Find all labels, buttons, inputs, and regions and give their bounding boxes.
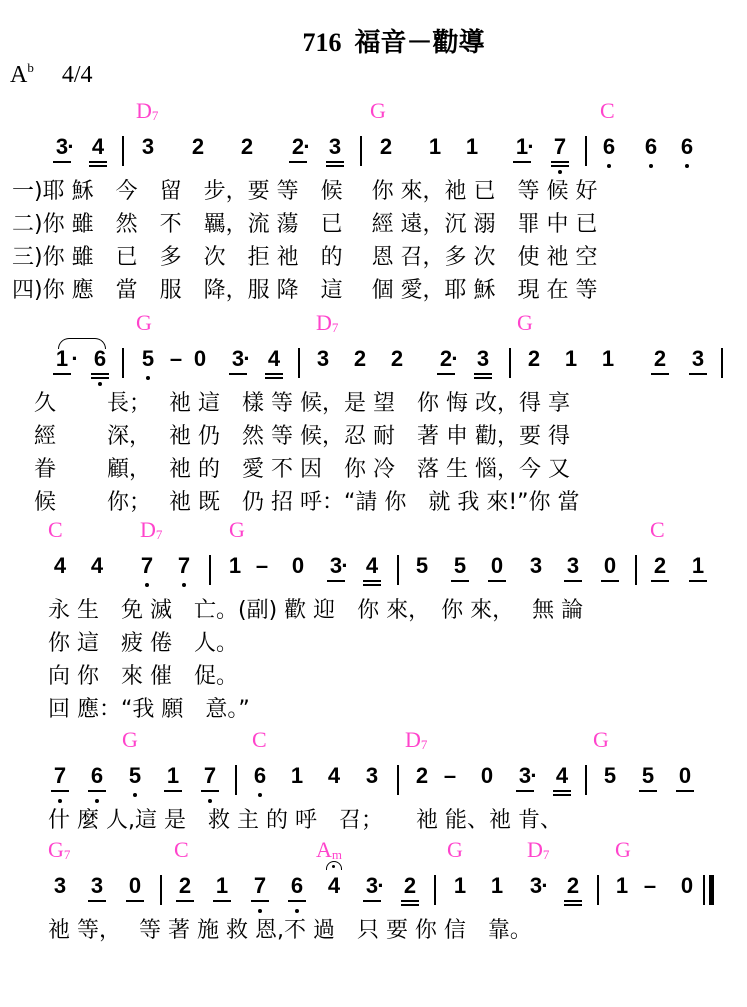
final-bar-line-thick [709,875,714,905]
note: 1 [490,873,504,898]
note: 3 [365,763,379,788]
note: 0 [480,763,494,788]
note: 1 [601,346,615,371]
bar-line [397,555,399,585]
note: 1 [212,873,232,899]
chord-symbol: G [615,837,631,862]
note: 0 [125,873,145,899]
note: 2 [400,873,420,899]
key-accidental: b [27,60,34,75]
low-octave-dot [607,164,611,168]
low-octave-dot [133,793,137,797]
key-signature [10,60,93,89]
chord-symbol: C [174,837,189,862]
bar-line [360,136,362,166]
hymn-name: 福音－勸導 [354,28,485,57]
note: 5 [603,763,617,788]
note: 5 [138,346,158,372]
note: 6 [641,134,661,160]
note: 6 [599,134,619,160]
time-signature: 4/4 [61,62,93,88]
chord-symbol: G [136,310,152,335]
note: 6 [287,873,307,899]
lyric-line: 祂 等， 等 著 施 救 恩,不 過 只 要 你 信 靠。 [48,918,532,943]
note: 3 [529,873,543,898]
note: 7 [250,873,270,899]
note: 3 [515,763,535,789]
augmentation-dot: · [527,134,535,159]
chord-symbol: C [600,98,615,123]
low-octave-dot [649,164,653,168]
note: 0 [600,553,620,579]
fermata-icon [326,861,342,870]
note: 5 [638,763,658,789]
chord-symbol: $D_7$ [527,837,550,862]
note: 5 [415,553,429,578]
bar-line [298,348,300,378]
note: 2 [415,763,429,788]
low-octave-dot [146,376,150,380]
note: 7 [200,763,220,789]
lyric-line: 回 應：“我 願 意。” [48,697,250,722]
chord-symbol: G [447,837,463,862]
note: 1 [615,873,629,898]
note: 3 [316,346,330,371]
note: 3 [325,134,345,160]
note: 0 [193,346,207,371]
note: 7 [50,763,70,789]
note: 4 [264,346,284,372]
note: 2 [175,873,195,899]
lyric-line: 向 你 來 催 促。 [48,664,238,689]
chord-symbol: G [593,727,609,752]
note: 4 [552,763,572,789]
note: 0 [675,763,695,789]
chord-symbol: G [122,727,138,752]
note: 2 [379,134,393,159]
lyric-line: 久 長； 祂 這 樣 等 候，是 望 你 悔 改，得 享 [12,391,570,416]
note: 2 [240,134,254,159]
augmentation-dot: · [451,346,459,371]
chord-symbol: $G_7$ [48,837,71,862]
note: 2 [650,346,670,372]
chord-symbol: G [517,310,533,335]
note: 3 [473,346,493,372]
note: 3 [87,873,107,899]
lyric-line: 你 這 疲 倦 人。 [48,631,238,656]
bar-line [585,765,587,795]
bar-line [509,348,511,378]
note: 3 [52,134,72,160]
chord-symbol: $D_7$ [316,310,339,335]
augmentation-dot: · [341,553,349,578]
chord-symbol: C [48,517,63,542]
note: 1 [465,134,479,159]
note: 1 [428,134,442,159]
note: – [169,346,183,371]
bar-line [434,875,436,905]
note: 5 [450,553,470,579]
note: 4 [88,134,108,160]
note: 7 [174,553,194,579]
note: 7 [137,553,157,579]
note: 4 [362,553,382,579]
note: – [643,873,657,898]
final-bar-line-thin [703,875,705,905]
low-octave-dot [685,164,689,168]
chord-symbol: G [229,517,245,542]
note: 0 [487,553,507,579]
bar-line [209,555,211,585]
chord-symbol: $D_7$ [136,98,159,123]
note: 3 [688,346,708,372]
augmentation-dot: · [243,346,251,371]
note: 6 [677,134,697,160]
lyric-line: 候 你； 祂 既 仍 招 呼：“請 你 就 我 來!”你 當 [12,490,580,515]
note: 4 [90,553,104,578]
note: 3 [529,553,543,578]
note: 2 [353,346,367,371]
note: 6 [87,763,107,789]
note: 1 [163,763,183,789]
note: 4 [327,763,341,788]
note: 2 [436,346,456,372]
low-octave-dot [258,793,262,797]
augmentation-dot: · [530,763,538,788]
lyric-line: 永 生 免 滅 亡。(副) 歡 迎 你 來， 你 來， 無 論 [48,598,584,623]
bar-line [585,136,587,166]
note: 0 [291,553,305,578]
hymn-title [0,22,747,59]
augmentation-dot: · [541,873,549,898]
chord-symbol: $A_m$ [316,837,343,862]
low-octave-dot [182,583,186,587]
bar-line [597,875,599,905]
note: 3 [228,346,248,372]
augmentation-dot: · [71,346,79,371]
hymn-number: 716 [302,28,342,57]
augmentation-dot: · [67,134,75,159]
chord-symbol: C [650,517,665,542]
note: 4 [324,873,344,899]
lyric-line: 什 麼 人,這 是 救 主 的 呼 召； 祂 能、祂 肯、 [48,808,562,833]
note: 7 [550,134,570,160]
lyric-line: 經 深， 祂 仍 然 等 候，忍 耐 著 申 勸，要 得 [12,424,570,449]
bar-line [122,348,124,378]
note: 3 [141,134,155,159]
chord-symbol: G [370,98,386,123]
note: 2 [288,134,308,160]
note: 2 [390,346,404,371]
low-octave-dot [145,583,149,587]
note: – [255,553,269,578]
note: 5 [125,763,145,789]
note: – [443,763,457,788]
note: 1 [290,763,304,788]
note: 1 [453,873,467,898]
note: 2 [527,346,541,371]
bar-line [122,136,124,166]
lyric-line: 二)你 雖 然 不 羈，流 蕩 已 經 遠，沉 溺 罪 中 已 [12,212,598,237]
note: 2 [650,553,670,579]
note: 3 [563,553,583,579]
lyric-line: 三)你 雖 已 多 次 拒 祂 的 恩 召，多 次 使 祂 空 [12,245,598,270]
augmentation-dot: · [303,134,311,159]
note: 6 [90,346,110,372]
note: 1 [228,553,242,578]
note: 2 [563,873,583,899]
bar-line [160,875,162,905]
key-letter: A [10,62,28,88]
note: 3 [326,553,346,579]
note: 4 [53,553,67,578]
lyric-line: 一)耶 穌 今 留 步，要 等 候 你 來，祂 已 等 候 好 [12,179,598,204]
chord-symbol: $D_7$ [405,727,428,752]
note: 1 [52,346,72,372]
chord-symbol: C [252,727,267,752]
chord-symbol: $D_7$ [140,517,163,542]
bar-line [397,765,399,795]
note: 3 [53,873,67,898]
note: 0 [680,873,694,898]
note: 1 [564,346,578,371]
augmentation-dot: · [377,873,385,898]
bar-line [721,348,723,378]
note: 2 [191,134,205,159]
note: 3 [362,873,382,899]
note: 6 [250,763,270,789]
bar-line [635,555,637,585]
bar-line [235,765,237,795]
lyric-line: 眷 顧， 祂 的 愛 不 因 你 冷 落 生 惱，今 又 [12,457,570,482]
lyric-line: 四)你 應 當 服 降，服 降 這 個 愛，耶 穌 現 在 等 [12,278,598,303]
note: 1 [688,553,708,579]
note: 1 [512,134,532,160]
